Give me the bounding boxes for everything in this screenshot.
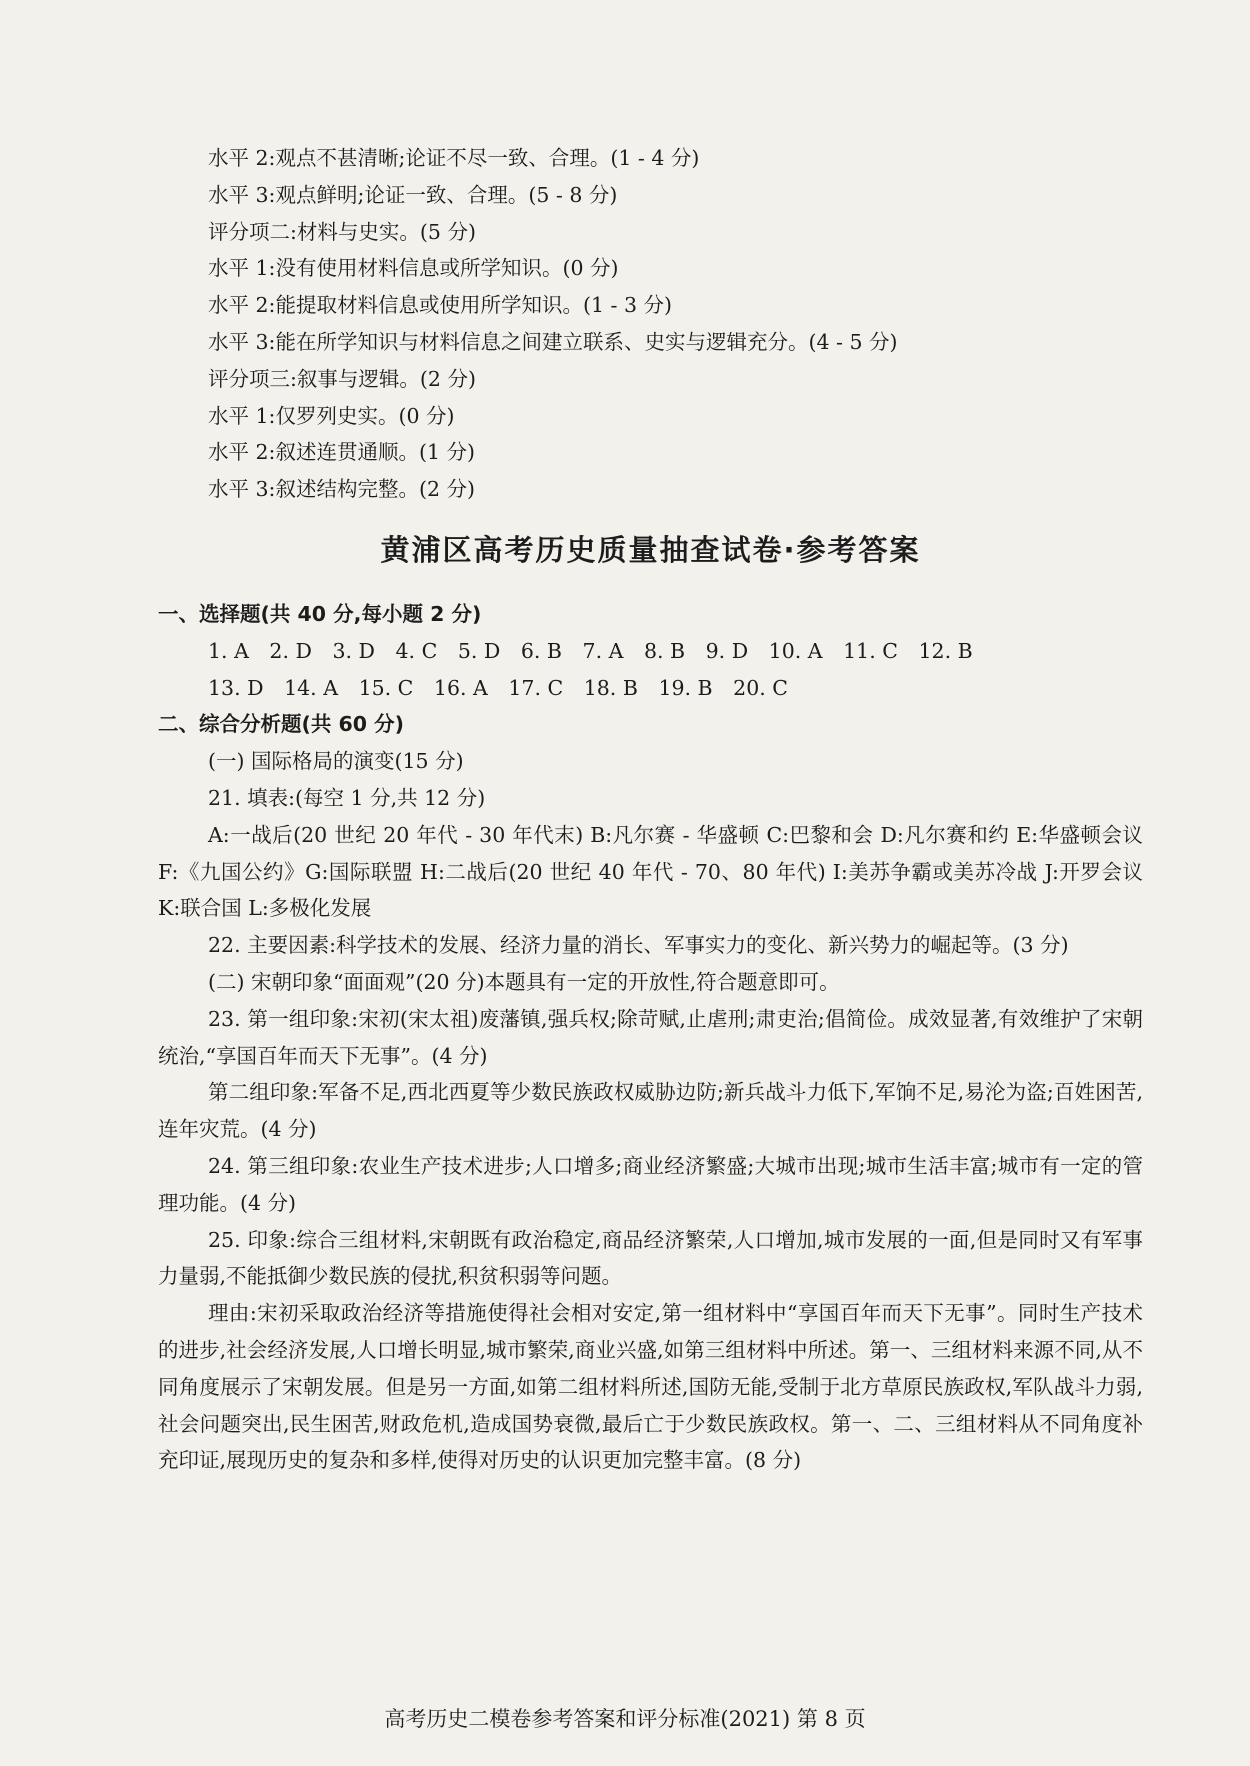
question-23-answer-a: 23. 第一组印象:宋初(宋太祖)废藩镇,强兵权;除苛赋,止虐刑;肃吏治;倡简俭。成效显著,有效维护了宋朝统治,“享国百年而天下无事”。(4 分) bbox=[158, 1006, 1143, 1068]
answer-item: 19. B bbox=[658, 675, 713, 700]
page-content bbox=[158, 140, 1143, 1479]
answer-row-2 bbox=[158, 670, 1143, 707]
scoring-line: 水平 1:仅罗列史实。(0 分) bbox=[208, 403, 455, 428]
answer-item: 20. C bbox=[733, 675, 788, 700]
answer-item: 15. C bbox=[358, 675, 414, 700]
scoring-line: 水平 3:能在所学知识与材料信息之间建立联系、史实与逻辑充分。(4 - 5 分) bbox=[208, 329, 898, 354]
answer-item: 4. C bbox=[395, 638, 438, 663]
question-25-answer-a: 25. 印象:综合三组材料,宋朝既有政治稳定,商品经济繁荣,人口增加,城市发展的一面,但是同时又有军事力量弱,不能抵御少数民族的侵扰,积贫积弱等问题。 bbox=[158, 1227, 1143, 1289]
scoring-line: 评分项三:叙事与逻辑。(2 分) bbox=[208, 366, 476, 391]
answer-key-title: 黄浦区高考历史质量抽查试卷·参考答案 bbox=[380, 532, 921, 567]
scoring-line: 水平 3:叙述结构完整。(2 分) bbox=[208, 477, 476, 502]
question-21-answer: A:一战后(20 世纪 20 年代 - 30 年代末) B:凡尔赛 - 华盛顿 C:巴黎和会 D:凡尔赛和约 E:华盛顿会议 F:《九国公约》G:国际联盟 H:二战后(20 世纪 40 年代 - 70、80 年代) I:美苏争霸或美苏冷战 J:开罗会议 K:联合国 L:多极化发展 bbox=[158, 822, 1143, 921]
answer-item: 17. C bbox=[508, 675, 564, 700]
scoring-line: 水平 3:观点鲜明;论证一致、合理。(5 - 8 分) bbox=[208, 182, 618, 207]
answer-item: 11. C bbox=[843, 638, 898, 663]
subsection-title: (二) 宋朝印象“面面观”(20 分)本题具有一定的开放性,符合题意即可。 bbox=[208, 969, 840, 994]
section-choice-title: 一、选择题(共 40 分,每小题 2 分) bbox=[158, 601, 482, 626]
answer-item: 10. A bbox=[768, 638, 823, 663]
scoring-line: 水平 2:能提取材料信息或使用所学知识。(1 - 3 分) bbox=[208, 293, 673, 318]
answer-item: 5. D bbox=[457, 638, 501, 663]
answer-item: 8. B bbox=[643, 638, 686, 663]
answer-row-1 bbox=[158, 633, 1143, 670]
answer-item: 14. A bbox=[284, 675, 339, 700]
question-24-answer: 24. 第三组印象:农业生产技术进步;人口增多;商业经济繁盛;大城市出现;城市生活丰富;城市有一定的管理功能。(4 分) bbox=[158, 1153, 1143, 1215]
answer-item: 3. D bbox=[332, 638, 375, 663]
scoring-line: 水平 1:没有使用材料信息或所学知识。(0 分) bbox=[208, 256, 619, 281]
answer-item: 6. B bbox=[520, 638, 562, 663]
answer-item: 9. D bbox=[705, 638, 749, 663]
page-footer: 高考历史二模卷参考答案和评分标准(2021) 第 8 页 bbox=[384, 1707, 866, 1731]
answer-item: 2. D bbox=[269, 638, 312, 663]
answer-item: 16. A bbox=[433, 675, 488, 700]
section-analysis-title: 二、综合分析题(共 60 分) bbox=[158, 712, 405, 737]
scoring-line: 水平 2:观点不甚清晰;论证不尽一致、合理。(1 - 4 分) bbox=[208, 146, 700, 170]
subsection-title: (一) 国际格局的演变(15 分) bbox=[208, 749, 464, 774]
question-21-head: 21. 填表:(每空 1 分,共 12 分) bbox=[208, 785, 486, 810]
answer-item: 7. A bbox=[582, 638, 624, 663]
question-23-answer-b: 第二组印象:军备不足,西北西夏等少数民族政权威胁边防;新兵战斗力低下,军饷不足,易沦为盗;百姓困苦,连年灾荒。(4 分) bbox=[158, 1080, 1143, 1142]
answer-item: 18. B bbox=[583, 675, 638, 700]
question-22-answer: 22. 主要因素:科学技术的发展、经济力量的消长、军事实力的变化、新兴势力的崛起等。(3 分) bbox=[208, 933, 1069, 958]
scoring-line: 水平 2:叙述连贯通顺。(1 分) bbox=[208, 440, 476, 465]
question-25-answer-b: 理由:宋初采取政治经济等措施使得社会相对安定,第一组材料中“享国百年而天下无事”。同时生产技术的进步,社会经济发展,人口增长明显,城市繁荣,商业兴盛,如第三组材料中所述。第一、三组材料来源不同,从不同角度展示了宋朝发展。但是另一方面,如第二组材料所述,国防无能,受制于北方草原民族政权,军队战斗力弱,社会问题突出,民生困苦,财政危机,造成国势衰微,最后亡于少数民族政权。第一、二、三组材料从不同角度补充印证,展现历史的复杂和多样,使得对历史的认识更加完整丰富。(8 分) bbox=[158, 1301, 1143, 1473]
answer-item: 1. A bbox=[208, 638, 249, 663]
scoring-line: 评分项二:材料与史实。(5 分) bbox=[208, 219, 476, 244]
answer-item: 12. B bbox=[918, 638, 973, 663]
answer-item: 13. D bbox=[208, 675, 264, 700]
